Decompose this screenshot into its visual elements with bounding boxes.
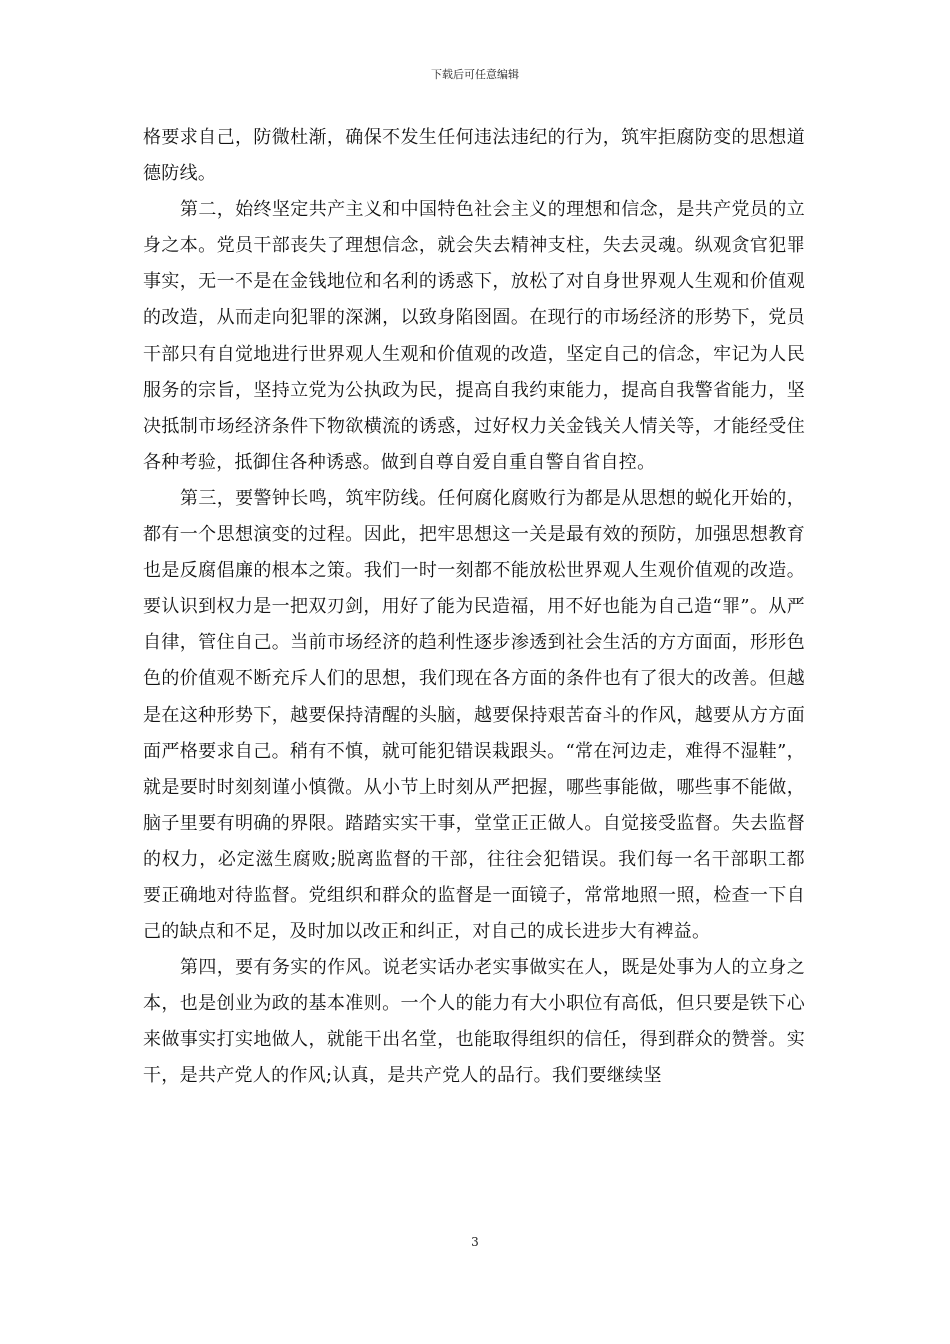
paragraph-second-point: 第二，始终坚定共产主义和中国特色社会主义的理想和信念，是共产党员的立身之本。党员干部丧失了理想信念，就会失去精神支柱，失去灵魂。纵观贪官犯罪事实，无一不是在金钱地位和名利的诱惑下，放松了对自身世界观人生观和价值观的改造，从而走向犯罪的深渊，以致身陷囹圄。在现行的市场经济的形势下，党员干部只有自觉地进行世界观人生观和价值观的改造，坚定自己的信念，牢记为人民服务的宗旨，坚持立党为公执政为民，提高自我约束能力，提高自我警省能力，坚决抵制市场经济条件下物欲横流的诱惑，过好权力关金钱关人情关等，才能经受住各种考验，抵御住各种诱惑。做到自尊自爱自重自警自省自控。 xyxy=(143,199,805,473)
page-number: 3 xyxy=(471,1235,479,1249)
paragraph-continued: 格要求自己，防微杜渐，确保不发生任何违法违纪的行为，筑牢拒腐防变的思想道德防线。 xyxy=(143,127,805,185)
paragraph-third-point: 第三，要警钟长鸣，筑牢防线。任何腐化腐败行为都是从思想的蜕化开始的，都有一个思想演变的过程。因此，把牢思想这一关是最有效的预防，加强思想教育也是反腐倡廉的根本之策。我们一时一刻都不能放松世界观人生观价值观的改造。要认识到权力是一把双刃剑，用好了能为民造福，用不好也能为自己造“罪”。从严自律，管住自己。当前市场经济的趋利性逐步渗透到社会生活的方方面面，形形色色的价值观不断充斥人们的思想，我们现在各方面的条件也有了很大的改善。但越是在这种形势下，越要保持清醒的头脑，越要保持艰苦奋斗的作风，越要从方方面面严格要求自己。稍有不慎，就可能犯错误栽跟头。“常在河边走，难得不湿鞋”，就是要时时刻刻谨小慎微。从小节上时刻从严把握，哪些事能做，哪些事不能做，脑子里要有明确的界限。踏踏实实干事，堂堂正正做人。自觉接受监督。失去监督的权力，必定滋生腐败;脱离监督的干部，往往会犯错误。我们每一名干部职工都要正确地对待监督。党组织和群众的监督是一面镜子，常常地照一照，检查一下自己的缺点和不足，及时加以改正和纠正，对自己的成长进步大有裨益。 xyxy=(143,487,805,943)
paragraph-fourth-point: 第四，要有务实的作风。说老实话办老实事做实在人，既是处事为人的立身之本，也是创业为政的基本准则。一个人的能力有大小职位有高低，但只要是铁下心来做事实打实地做人，就能干出名堂，也能取得组织的信任，得到群众的赞誉。实干，是共产党人的作风;认真，是共产党人的品行。我们要继续坚 xyxy=(143,957,805,1087)
page-header-note: 下载后可任意编辑 xyxy=(431,68,519,81)
document-body xyxy=(143,120,805,1095)
